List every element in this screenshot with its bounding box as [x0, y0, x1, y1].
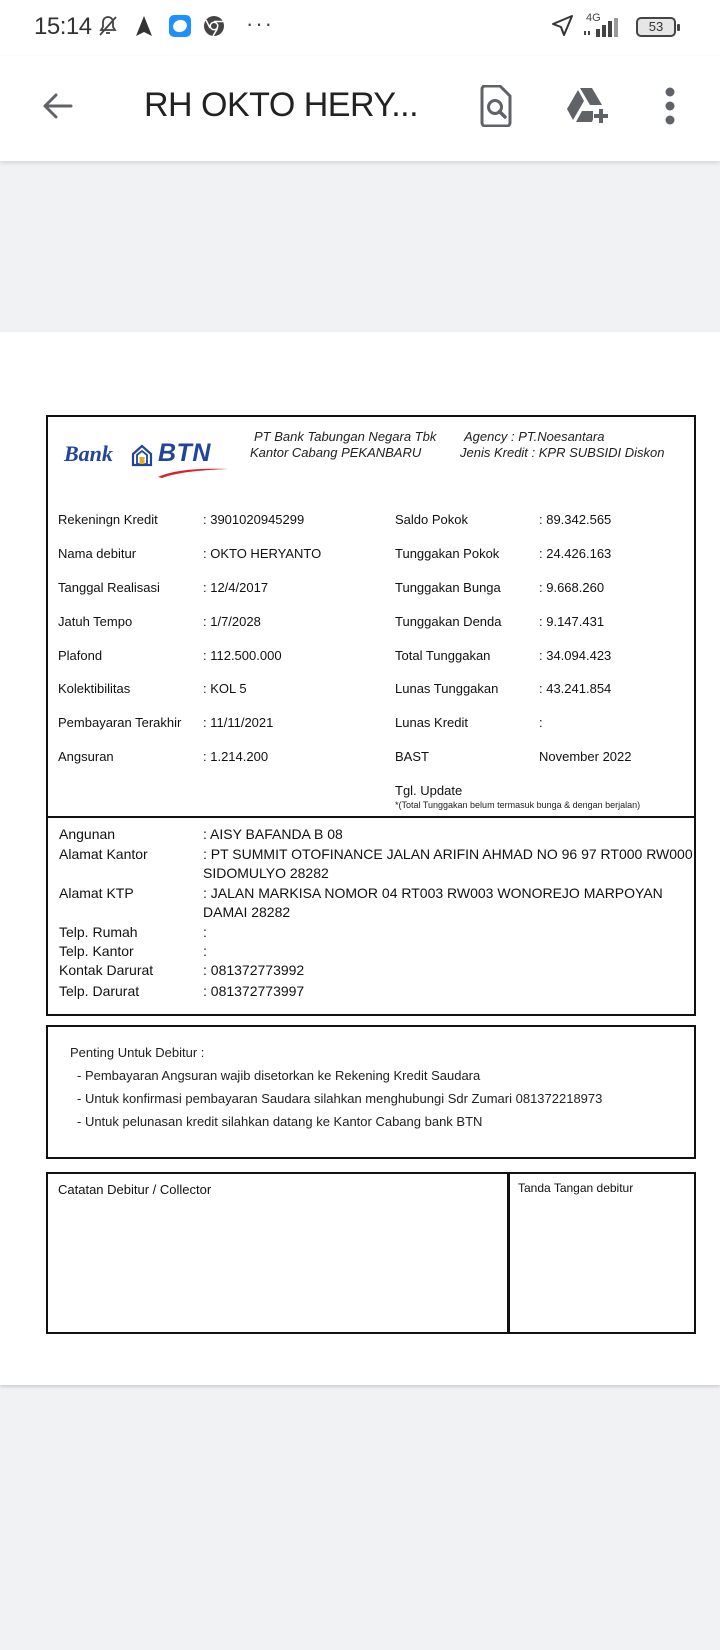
navigation-arrow-icon [134, 14, 154, 38]
field-label: Angunan [59, 826, 116, 842]
field-label: Plafond [58, 648, 103, 663]
company-name: PT Bank Tabungan Negara Tbk [254, 429, 437, 444]
info-line: - Untuk pelunasan kredit silahkan datang ke Kantor Cabang bank BTN [77, 1114, 483, 1129]
notes-signature [46, 1172, 696, 1334]
status-bar [0, 0, 720, 56]
drive-add-icon [566, 86, 610, 131]
field-value: : [539, 715, 543, 730]
field-value: : PT SUMMIT OTOFINANCE JALAN ARIFIN AHMAD NO 96 97 RT000 RW000 SIDOMULYO 28282 [203, 846, 693, 881]
more-vert-icon [664, 86, 676, 131]
document-header [46, 415, 696, 507]
field-value: : KOL 5 [203, 681, 247, 696]
field-label: Tunggakan Bunga [395, 580, 501, 595]
field-label: Telp. Kantor [59, 943, 134, 959]
field-value: : JALAN MARKISA NOMOR 04 RT003 RW003 WONOREJO MARPOYAN DAMAI 28282 [203, 885, 663, 920]
logo-swoosh [158, 465, 228, 483]
field-label: Kontak Darurat [59, 962, 154, 978]
footnote: *(Total Tunggakan belum termasuk bunga & dengan berjalan) [395, 800, 641, 810]
field-value: : 081372773992 [203, 962, 305, 978]
field-label: Angsuran [58, 749, 114, 764]
logo-bank-text: Bank [64, 441, 113, 466]
field-value: : 89.342.565 [539, 512, 612, 527]
chrome-icon [203, 14, 225, 38]
field-value: : 9.147.431 [539, 614, 605, 629]
field-label: Nama debitur [58, 546, 137, 561]
network-type: 4G [586, 12, 601, 24]
field-label: Total Tunggakan [395, 648, 491, 663]
location-icon [550, 14, 574, 38]
app-bar [0, 56, 720, 161]
field-value: : OKTO HERYANTO [203, 546, 322, 561]
address-details [46, 816, 696, 1016]
field-label: Alamat KTP [59, 885, 134, 901]
loan-details [46, 505, 696, 818]
field-label: Tanggal Realisasi [58, 580, 160, 595]
field-value: : AISY BAFANDA B 08 [203, 826, 343, 842]
overflow-notifications-icon: ··· [246, 11, 274, 36]
app-notification-icon [168, 14, 192, 38]
field-label: BAST [395, 749, 429, 764]
credit-type: Jenis Kredit : KPR SUBSIDI Diskon [460, 445, 665, 460]
field-value: : [203, 943, 207, 959]
divider [507, 1172, 510, 1334]
find-in-document-button[interactable] [471, 80, 521, 136]
field-value: : 112.500.000 [203, 648, 282, 663]
field-label: Kolektibilitas [58, 681, 131, 696]
field-value: : 12/4/2017 [203, 580, 269, 595]
agency: Agency : PT.Noesantara [464, 429, 605, 444]
field-label: Telp. Rumah [59, 924, 138, 940]
field-value: : [203, 924, 207, 940]
field-label: Rekeningn Kredit [58, 512, 158, 527]
add-to-drive-button[interactable] [563, 80, 613, 136]
bank-btn-logo [64, 439, 224, 479]
logo-btn-text: BTN [158, 439, 211, 467]
field-value: November 2022 [539, 749, 632, 764]
field-label: Tunggakan Pokok [395, 546, 500, 561]
field-value: : 24.426.163 [539, 546, 612, 561]
more-options-button[interactable] [650, 80, 690, 136]
field-label: Tunggakan Denda [395, 614, 502, 629]
document-title: RH OKTO HERY... [144, 86, 419, 124]
bell-off-icon [96, 14, 120, 38]
field-label: Lunas Kredit [395, 715, 468, 730]
field-value: : 081372773997 [203, 983, 305, 999]
signal-icon [584, 16, 628, 40]
notes-label: Catatan Debitur / Collector [58, 1182, 212, 1197]
back-button[interactable] [34, 84, 82, 132]
arrow-left-icon [40, 88, 76, 129]
info-line: - Untuk konfirmasi pembayaran Saudara silahkan menghubungi Sdr Zumari 081372218973 [77, 1091, 603, 1106]
info-line: - Pembayaran Angsuran wajib disetorkan ke Rekening Kredit Saudara [77, 1068, 481, 1083]
battery-indicator: 53 [636, 17, 676, 37]
field-value: : 1/7/2028 [203, 614, 261, 629]
field-value: : 1.214.200 [203, 749, 269, 764]
viewer-background [0, 161, 720, 332]
important-info [46, 1025, 696, 1159]
field-label: Lunas Tunggakan [395, 681, 499, 696]
field-label: Pembayaran Terakhir [58, 715, 182, 730]
document-search-icon [479, 85, 513, 132]
update-label: Tgl. Update [395, 783, 463, 798]
field-label: Alamat Kantor [59, 846, 148, 862]
house-icon [130, 443, 154, 472]
field-label: Telp. Darurat [59, 983, 140, 999]
field-value: : 9.668.260 [539, 580, 605, 595]
info-title: Penting Untuk Debitur : [70, 1045, 205, 1060]
field-value: : 34.094.423 [539, 648, 612, 663]
status-time: 15:14 [34, 13, 92, 40]
branch-name: Kantor Cabang PEKANBARU [250, 445, 422, 460]
signature-label: Tanda Tangan debitur [518, 1181, 634, 1195]
field-label: Saldo Pokok [395, 512, 468, 527]
field-value: : 3901020945299 [203, 512, 305, 527]
field-value: : 43.241.854 [539, 681, 612, 696]
field-value: : 11/11/2021 [203, 715, 274, 730]
field-label: Jatuh Tempo [58, 614, 133, 629]
